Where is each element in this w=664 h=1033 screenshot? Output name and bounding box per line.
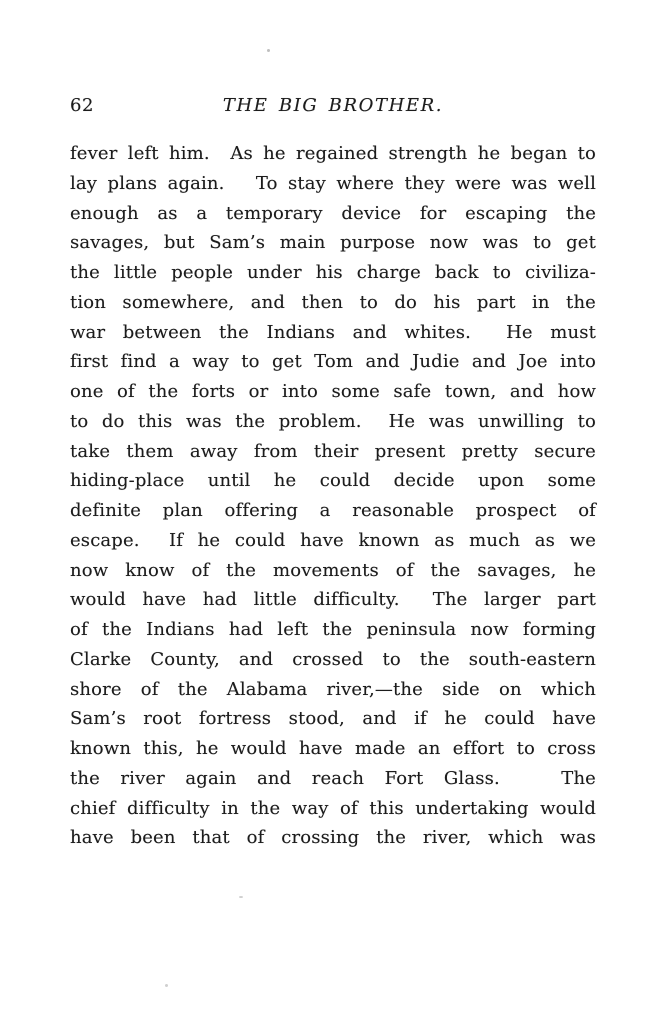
running-head: THE BIG BROTHER. [222, 95, 444, 116]
text-line: Sam’s root fortress stood, and if he could have [70, 708, 596, 730]
text-line: known this, he would have made an effort to cross [70, 738, 596, 759]
page-header [70, 94, 596, 124]
text-line: war between the Indians and whites. He must [70, 321, 596, 343]
text-line: savages, but Sam’s main purpose now was to get [70, 232, 596, 254]
text-line: tion somewhere, and then to do his part in the [70, 291, 596, 313]
text-line: one of the forts or into some safe town, and how [70, 381, 596, 402]
text-line: chief difficulty in the way of this undertaking would [70, 797, 596, 819]
text-line: enough as a temporary device for escaping the [70, 202, 596, 224]
body-text [70, 139, 596, 853]
text-line: shore of the Alabama river,—the side on which [70, 678, 596, 700]
text-line: fever left him. As he regained strength he began to [70, 143, 596, 164]
text-line: take them away from their present pretty secure [70, 440, 596, 462]
text-line: hiding-place until he could decide upon some [70, 470, 596, 492]
text-line: lay plans again. To stay where they were was well [70, 172, 596, 194]
scan-speck [165, 984, 168, 987]
text-line: of the Indians had left the peninsula now forming [70, 619, 596, 640]
scan-speck [239, 896, 243, 898]
scan-speck [267, 49, 270, 52]
text-line: escape. If he could have known as much as we [70, 529, 596, 551]
scan-speck [427, 104, 430, 106]
text-line: would have had little difficulty. The larger part [70, 589, 596, 611]
text-line: now know of the movements of the savages, he [70, 559, 596, 581]
text-line: the river again and reach Fort Glass. The [70, 767, 596, 789]
text-line: the little people under his charge back to civiliza- [70, 262, 596, 283]
text-line: to do this was the problem. He was unwilling to [70, 410, 596, 432]
text-line: have been that of crossing the river, which was [70, 827, 596, 849]
page-number: 62 [70, 95, 94, 116]
text-line: first find a way to get Tom and Judie and Joe into [70, 351, 596, 373]
text-line: Clarke County, and crossed to the south-eastern [70, 648, 596, 670]
text-line: definite plan offering a reasonable prospect of [70, 500, 596, 521]
